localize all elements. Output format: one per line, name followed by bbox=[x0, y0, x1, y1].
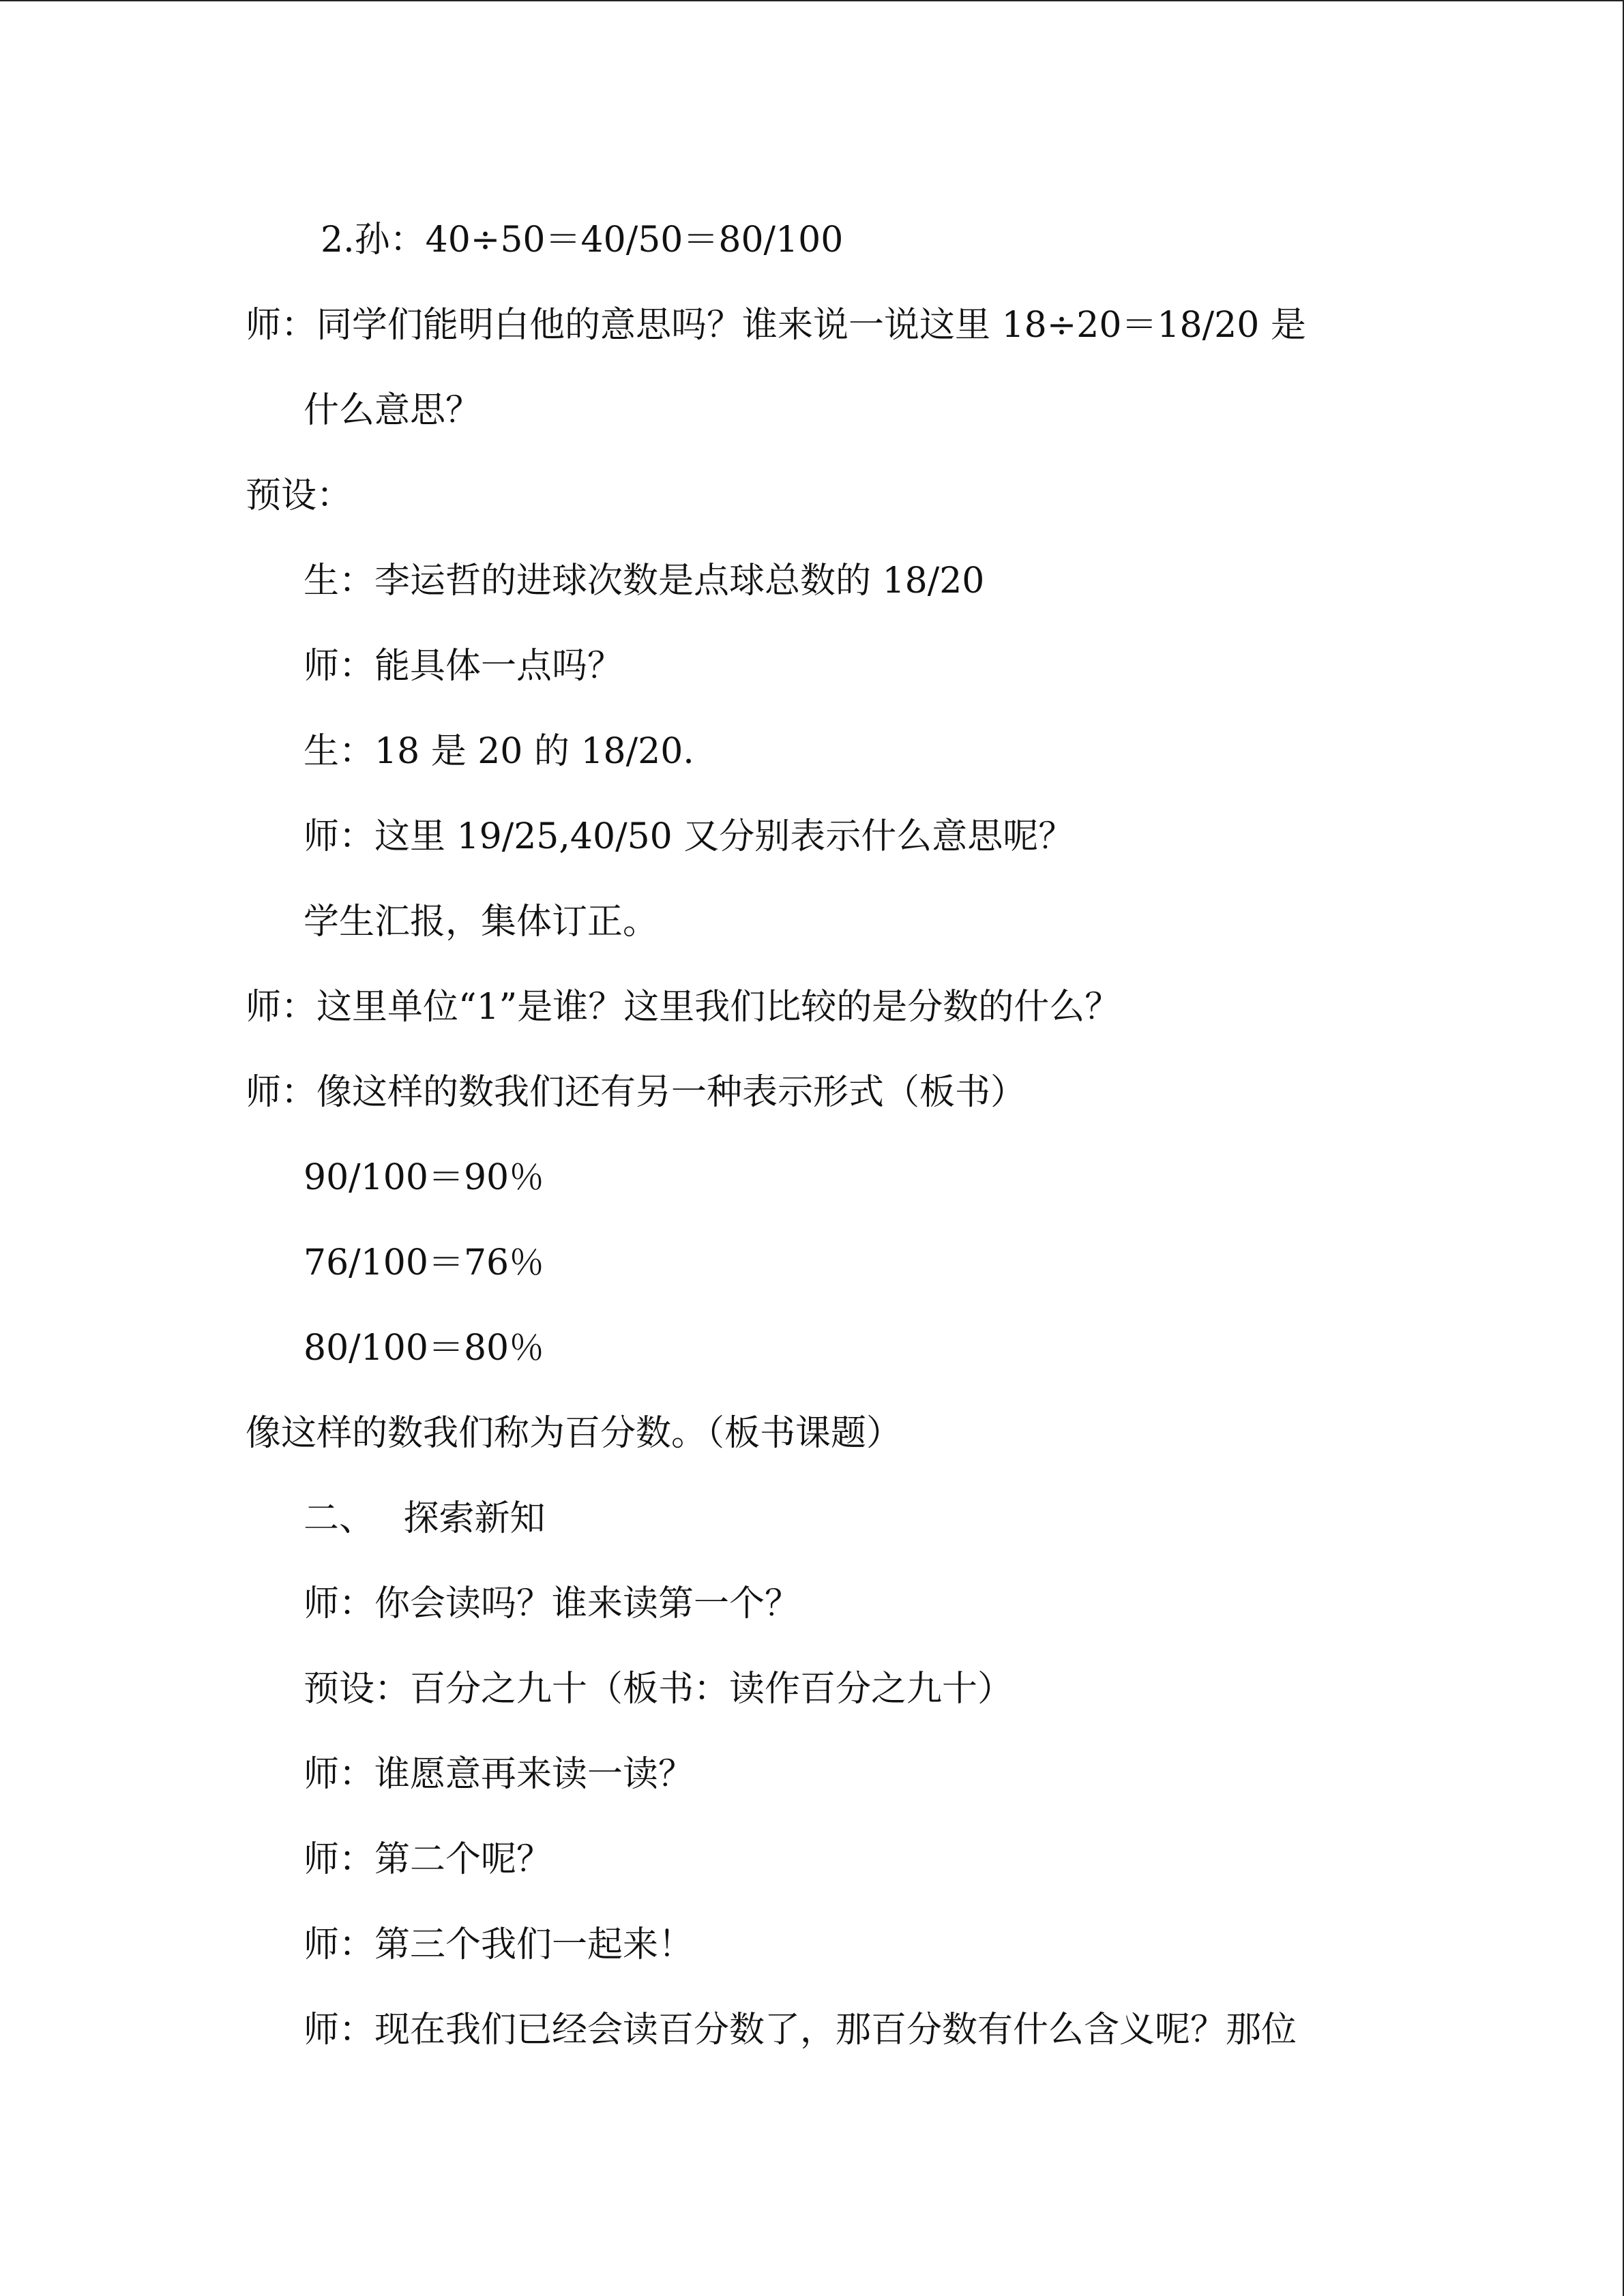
text-line-8: 师：这里 19/25,40/50 又分别表示什么意思呢？ bbox=[304, 816, 1074, 857]
text-line-13: 76/100＝76％ bbox=[304, 1242, 545, 1283]
text-line-3: 什么意思？ bbox=[304, 390, 482, 431]
text-line-1: 2.孙：40÷50＝40/50＝80/100 bbox=[321, 220, 844, 260]
text-line-6: 师：能具体一点吗？ bbox=[304, 646, 623, 687]
text-line-12: 90/100＝90％ bbox=[304, 1157, 545, 1198]
text-line-2: 师：同学们能明白他的意思吗？谁来说一说这里 18÷20＝18/20 是 bbox=[246, 305, 1306, 346]
text-line-5: 生：李运哲的进球次数是点球总数的 18/20 bbox=[304, 561, 985, 601]
text-line-9: 学生汇报，集体订正。 bbox=[304, 901, 659, 942]
text-line-10: 师：这里单位“1”是谁？这里我们比较的是分数的什么？ bbox=[246, 987, 1121, 1028]
text-line-20: 师：第二个呢？ bbox=[304, 1839, 552, 1880]
section-heading: 二、 探索新知 bbox=[304, 1498, 546, 1539]
text-line-14: 80/100＝80％ bbox=[304, 1328, 545, 1369]
text-line-4: 预设： bbox=[246, 475, 353, 516]
text-line-18: 预设：百分之九十（板书：读作百分之九十） bbox=[304, 1669, 1014, 1710]
text-line-11: 师：像这样的数我们还有另一种表示形式（板书） bbox=[246, 1072, 1027, 1113]
text-line-15: 像这样的数我们称为百分数。（板书课题） bbox=[246, 1413, 902, 1454]
text-line-7: 生：18 是 20 的 18/20. bbox=[304, 731, 694, 772]
text-line-22: 师：现在我们已经会读百分数了，那百分数有什么含义呢？那位 bbox=[304, 2010, 1297, 2051]
text-line-21: 师：第三个我们一起来！ bbox=[304, 1924, 694, 1965]
text-line-17: 师：你会读吗？谁来读第一个？ bbox=[304, 1583, 801, 1624]
text-line-19: 师：谁愿意再来读一读？ bbox=[304, 1754, 694, 1795]
